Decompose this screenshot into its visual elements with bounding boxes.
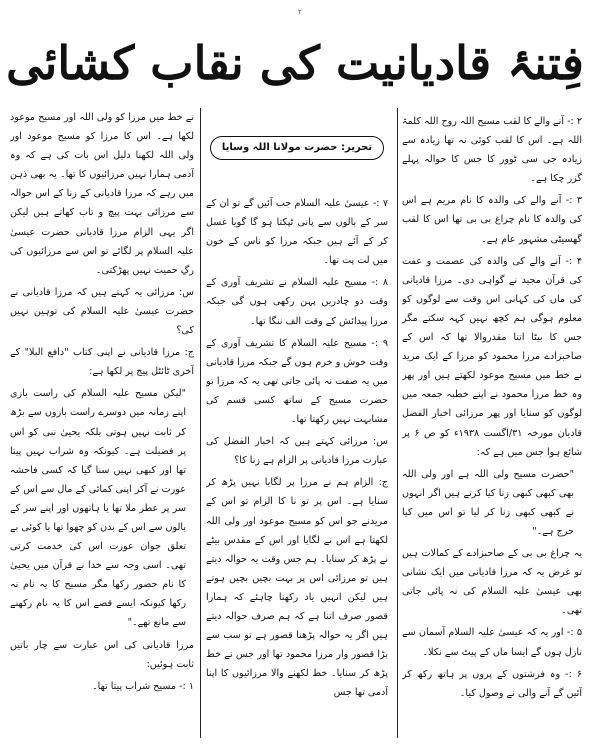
paragraph: نے خط میں مرزا کو ولی اللہ اور مسیح موعود لکھا ہے۔ اس کا مرزا کو مسیح موعود اور ولی اللہ لکھنا دلیل اس بات کی ہے کہ وہ آدمی ہمارا نہیں مرزائیوں کا تھا۔ یہ بھی ذہن میں رہے کہ مرزا قادیانی کے زنا کے اس حوالہ سے مرزائی بہت پیچ و تاب کھاتے ہیں لیکن اگر یہی الزام مرزا قادیانی حضرت عیسیٰ علیہ السلام پر لگائے تو اس سے مرزائیوں کی رگِ حمیت نہیں پھڑکتی۔ [10,112,194,276]
answer-paragraph: ج: مرزا قادیانی نے اپنی کتاب "دافع البلا" کے آخری ٹائٹل پیج پر لکھا ہے: [10,347,194,378]
column-divider [200,108,201,738]
page-number: ۲ [298,8,302,16]
paragraph: ۶ :- وہ فرشتوں کے پروں پر ہاتھ رکھ کر آئیں گے آنے والی نے وصول کیا۔ [402,668,582,699]
list-item: ۱ :- مسیح شراب پیتا تھا۔ [92,680,194,692]
question-paragraph: س: مرزائی یہ کہتے ہیں کہ مرزا قادیانی نے حضرت عیسیٰ علیہ السلام کی توہین نہیں کی؟ [10,286,194,337]
paragraph: ۹ :- مسیح علیہ السلام کا تشریف آوری کے وقت خوش و خرم ہوں گے جبکہ مرزا قادیانی میں یہ صفت نہ پائی جاتی تھی یہ کہ مرزا تو حضرت مسیح کے ساتھ کسی قسم کی مشابہت نہیں رکھتا تھا۔ [206,337,388,426]
answer-paragraph: ج: الزام ہم نے مرزا پر لگایا نہیں پڑھ کر سنایا ہے۔ اس پر تو نا کا الزام تو اس کے مریدنے جو اس کو مسیح موعود اور ولی اللہ لکھتا ہے اس نے لگایا اور اس کے مقدس بیٹے نے پڑھ کر سنایا۔ ہم جس وقت یہ حوالہ دیتے ہیں تو مرزائی اس پر بہت بچیں بچیں ہوتے ہیں لیکن انہیں یاد رکھنا چاہئے کہ ہمارا قصور صرف اتنا ہے کہ ہم صرف حوالہ دیتے ہیں اگر یہ حوالہ پڑھنا قصور ہے تو سب سے بڑا قصور وار مرزا محمود تھا اور جس نے خط پڑھ کر سنایا۔ خط لکھنے والا مرزائیوں کا اپنا آدمی تھا جس [206,477,388,699]
paragraph: یہ چراغ بی بی کے صاحبزادے کے کمالات ہیں تو غرض یہ کہ مرزا قادیانی میں ایک نشانی بھی عیسیٰ علیہ السلام کی نہ پائی جاتی تھی۔ [402,548,582,617]
quote-paragraph: "لیکن مسیح علیہ السلام کی راست بازی اپنے زمانہ میں دوسرے راست بازوں سے بڑھ کر ثابت نہیں ہوتی بلکہ یحییٰ نبی کو اس پر فضیلت ہے۔ کیونکہ وہ شراب نہیں پیتا تھا اور کبھی نہیں سنا گیا کہ کسی فاحشہ عورت نے آکر اپنی کمائی کے مال سے اس کے سر پر عطر ملا تھا یا ہاتھوں اور اپنے سر کے بالوں سے اس کے بدن کو چھوا تھا یا کوئی بے تعلق جوان عورت اس کی خدمت کرتی تھی۔ اسی وجہ سے خدا نے قرآن میں یحییٰ کا نام حصور رکھا مگر مسیح کا یہ نام نہ رکھا کیونکہ ایسے قصے اس کا یہ نام رکھنے سے مانع تھے۔" [10,388,186,629]
paragraph: ۴ :- آنے والے کی والدہ کی عصمت و عفت کی قرآن مجید نے گواہی دی۔ مرزا قادیانی کی ماں کی کہانی اس وقت سے لوگوں کو معلوم ہوگی ہم کچھ نہیں کہہ سکتے مگر جس کا بیٹا اتنا مقدروالا تھا کہ اس کے صاحبزادے مرزا محمود کو مرزا کے ایک مرید نے خط میں مسیح موعود لکھتے ہیں اور پھر وہ خط مرزا محمود نے اپنے خطبہ جمعہ میں لوگوں کو سنایا اور پھر مرزائی اخبار الفضل قادیان مورخہ ۳۱/اگست ۱۹۳۸ء کو ص ۶ پر شائع ہوا جس میں ہے کہ: [402,255,582,458]
paragraph: ۳ :- آنے والے کی والدہ کا نام مریم ہے اس کی والدہ کا نام چراغ بی بی تھا اس کا لقب گھسیٹی مشہور عام ہے۔ [402,195,582,245]
quote-paragraph: "حضرت مسیح ولی اللہ ہے اور ولی اللہ بھی کبھی کبھی زنا کیا کرتے ہیں اگر انہوں نے کبھی کبھی زنا کر لیا تو اس میں کیا حرج ہے۔" [402,468,574,537]
byline-area [208,118,386,178]
column-left [10,108,194,699]
paragraph: ۸ :- مسیح علیہ السلام نے تشریف آوری کے وقت دو چادریں پہن رکھی ہوں گی جبکہ مرزا پیدائش کے وقت الف ننگا تھا۔ [206,277,388,327]
article-title: فِتنۂ قادیانیت کی نقاب کشائی [6,36,584,90]
paragraph: ۲ :- آنے والے کا لقب مسیح اللہ روح اللہ کلمۃ اللہ ہے۔ اس کا لقب کوئی نہ تھا زیادہ سے زیادہ جی سی ٹوور کا جس کا حوالہ پہلے گزر چکا ہے۔ [402,116,582,185]
paragraph: ۷ :- عیسیٰ علیہ السلام جب آئیں گے تو ان کے سر کے بالوں سے پانی ٹپکتا ہو گا گویا غسل کر کے آئے ہیں جبکہ مرزا کو ناس کے خون میں لت پت تھا۔ [206,198,388,267]
author-byline: تحریر: حضرت مولانا اللہ وسایا [210,136,384,160]
paragraph: مرزا قادیانی کی اس عبارت سے چار باتیں ثابت ہوئیں: [10,639,194,670]
column-right [402,112,582,706]
paragraph: ۵ :- اور یہ کہ عیسیٰ علیہ السلام آسمان سے نازل ہوں گے ایسا ماں کے پیٹ سے نکلا۔ [402,627,582,658]
question-paragraph: س: مرزائی کہتے ہیں کہ اخبار الفضل کی عبارت مرزا قادیانی پر الزام ہے زنا کا؟ [206,436,388,467]
column-divider [397,108,398,738]
column-middle [206,194,388,705]
